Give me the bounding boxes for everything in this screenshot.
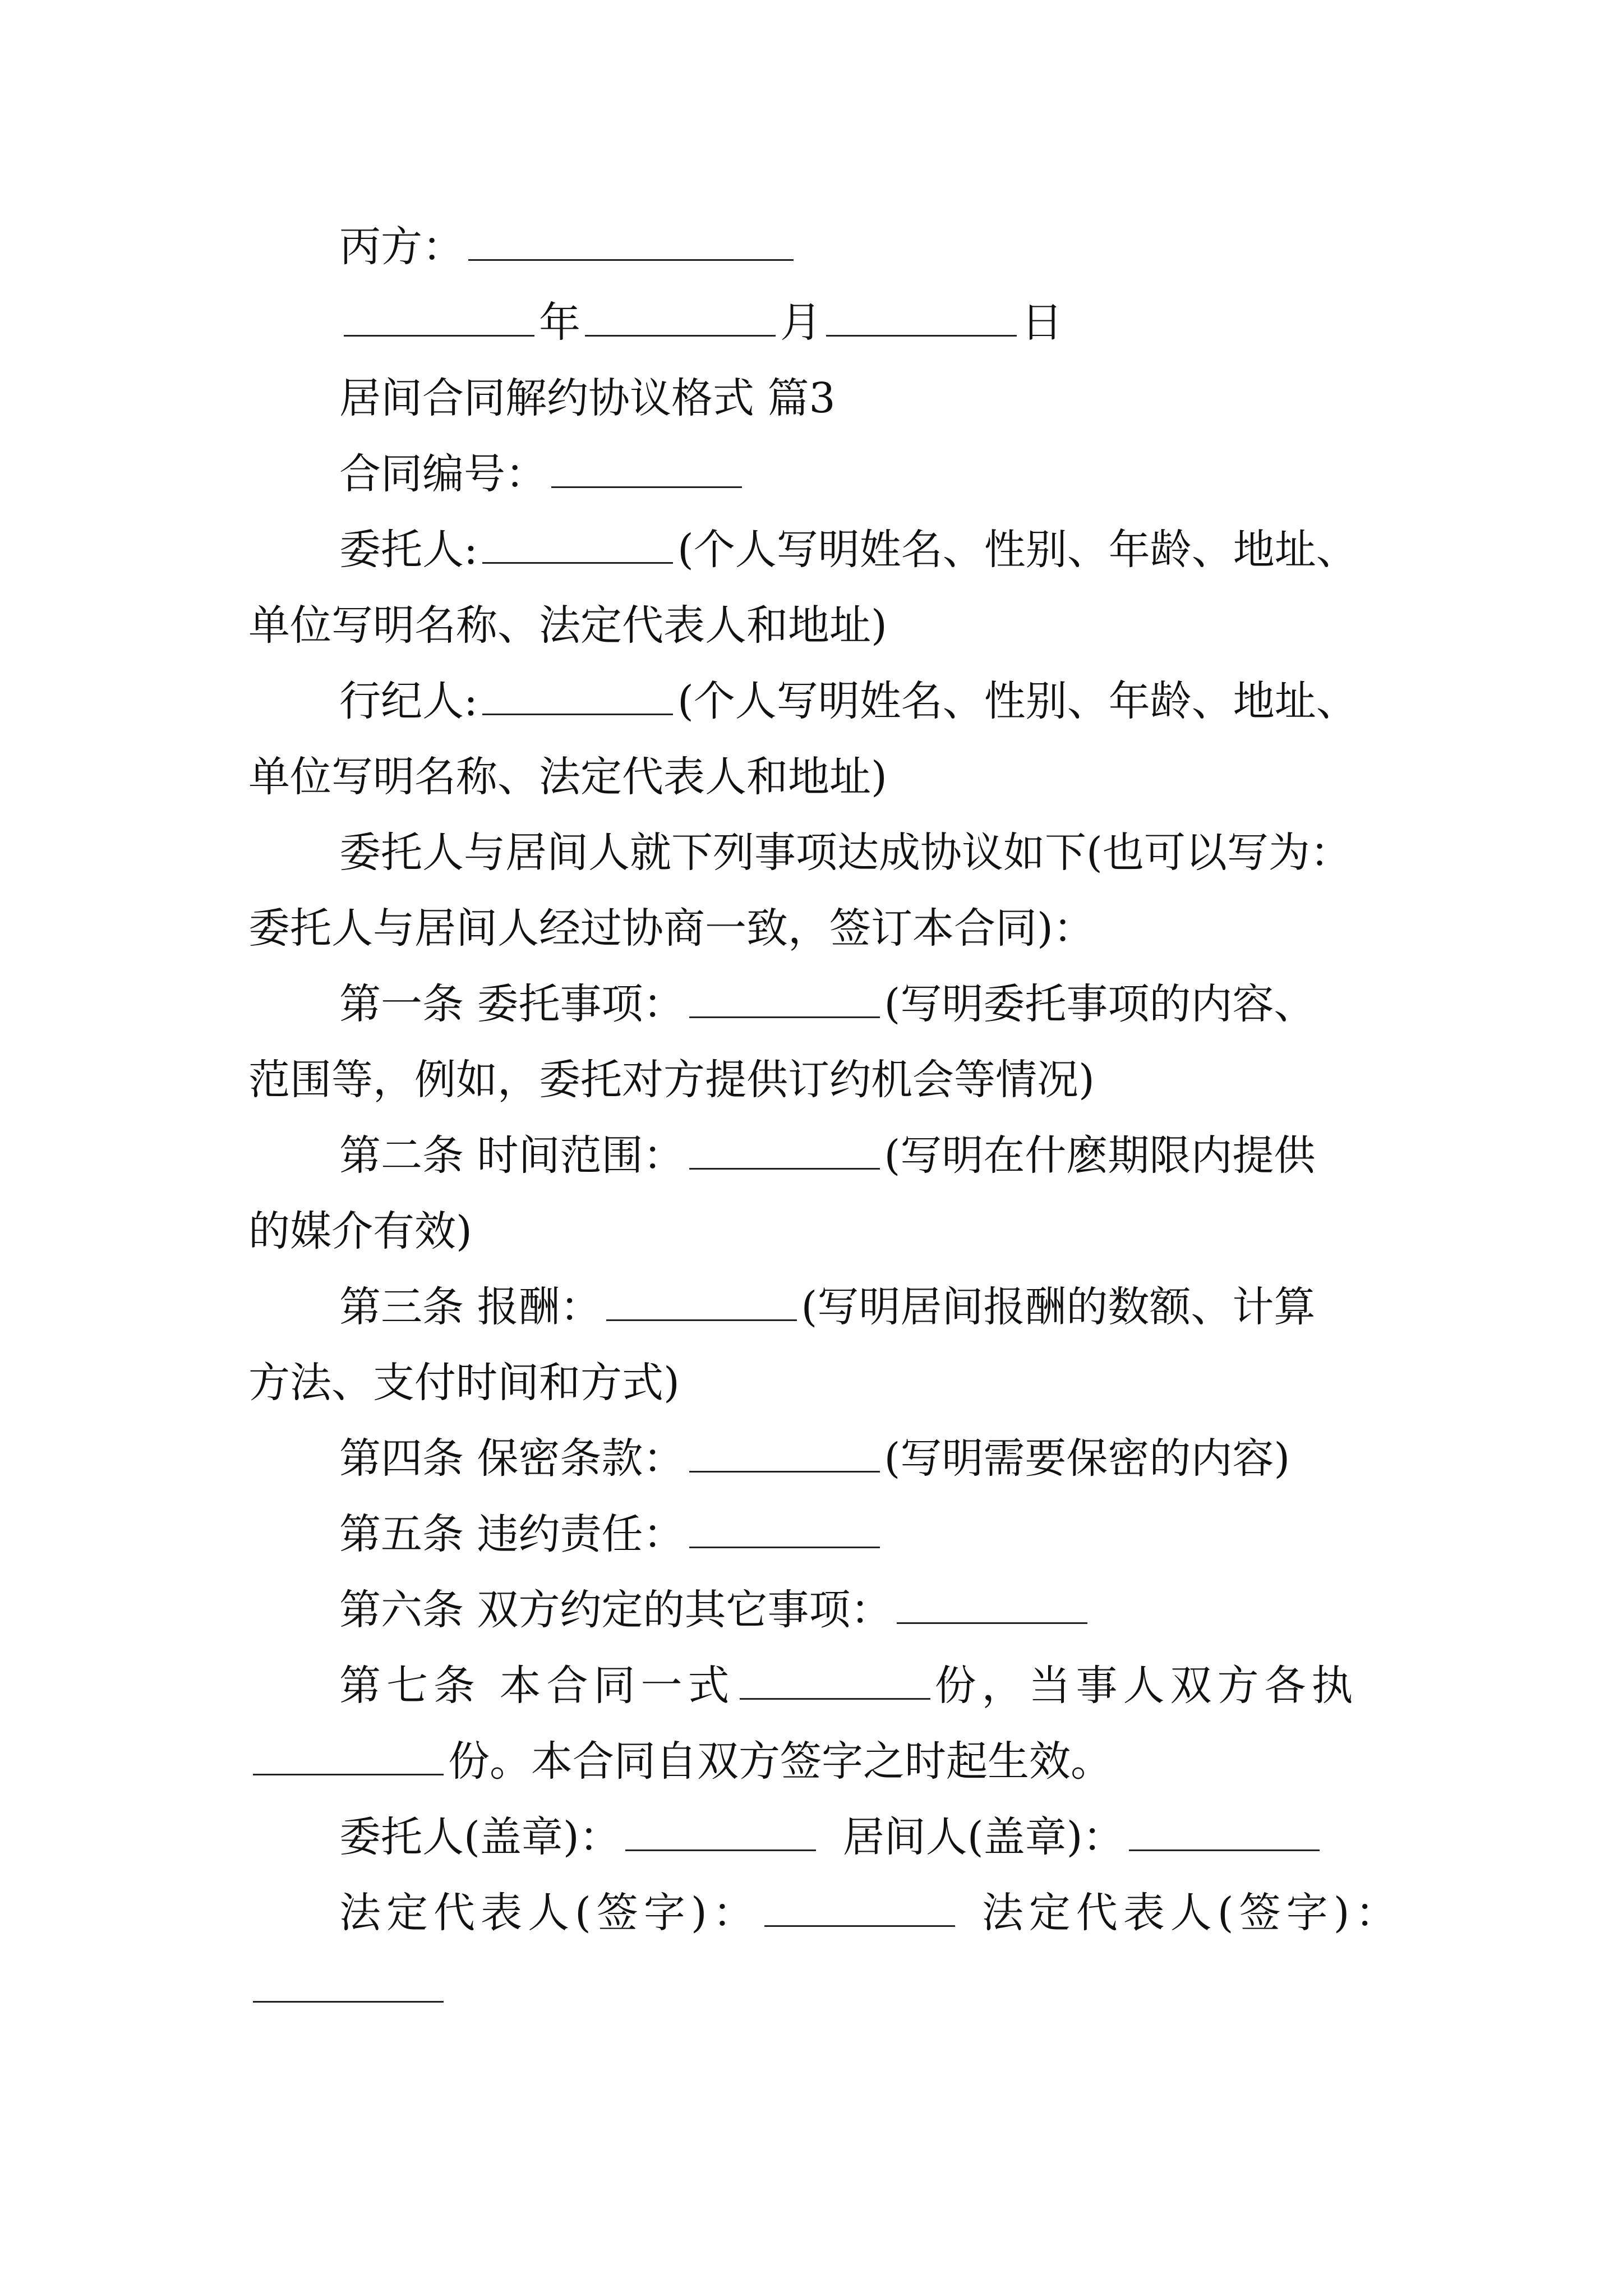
principal-blank: [482, 530, 673, 564]
contract-number-line: [0, 446, 1623, 502]
article-6-blank: [897, 1590, 1087, 1624]
broker-label: 行纪人:: [339, 677, 478, 725]
year-blank: [344, 302, 534, 337]
signature-line-cont: [0, 1961, 1623, 2017]
article-3-note-2: 方法、支付时间和方式): [248, 1359, 680, 1407]
principal-rep-label: 法定代表人(签字)：: [339, 1889, 760, 1937]
month-blank: [585, 302, 776, 337]
principal-line: [0, 522, 1623, 578]
article-4-blank: [689, 1438, 880, 1473]
article-1-cont: [0, 1052, 1623, 1108]
seal-line: [0, 1809, 1623, 1865]
article-4-note: (写明需要保密的内容): [884, 1434, 1290, 1483]
broker-note: (个人写明姓名、性别、年龄、地址、: [677, 677, 1358, 725]
article-6-label: 第六条 双方约定的其它事项：: [339, 1586, 892, 1634]
article-1-blank: [689, 984, 880, 1018]
article-4-label: 第四条 保密条款：: [339, 1434, 685, 1483]
principal-label: 委托人:: [339, 526, 478, 574]
article-7-label: 第七条 本合同一式: [339, 1662, 735, 1710]
article-7-note-2: 份。本合同自双方签字之时起生效。: [448, 1737, 1112, 1786]
article-2-note: (写明在什麽期限内提供: [884, 1131, 1316, 1180]
agreement-intro: [0, 825, 1623, 881]
broker-note-2: 单位写明名称、法定代表人和地址): [248, 753, 887, 801]
signature-line: [0, 1885, 1623, 1941]
article-7-copies-blank: [740, 1665, 930, 1700]
principal-note-cont: [0, 597, 1623, 654]
article-1-note: (写明委托事项的内容、: [884, 980, 1316, 1028]
principal-seal-label: 委托人(盖章)：: [339, 1813, 621, 1861]
broker-seal-label: 居间人(盖章)：: [842, 1813, 1124, 1861]
article-1-label: 第一条 委托事项：: [339, 980, 685, 1028]
date-line: [0, 295, 1623, 351]
agreement-intro-text: 委托人与居间人就下列事项达成协议如下(也可以写为：: [339, 829, 1352, 877]
article-2: [0, 1128, 1623, 1184]
article-7: [0, 1658, 1623, 1714]
article-3: [0, 1279, 1623, 1335]
article-3-label: 第三条 报酬：: [339, 1283, 602, 1331]
principal-note: (个人写明姓名、性别、年龄、地址、: [677, 526, 1358, 574]
third-party-label: 丙方：: [339, 223, 464, 271]
article-2-label: 第二条 时间范围：: [339, 1131, 685, 1180]
article-4: [0, 1430, 1623, 1487]
article-6: [0, 1582, 1623, 1638]
month-label: 月: [780, 298, 822, 347]
article-3-blank: [606, 1287, 797, 1321]
principal-rep-blank: [764, 1893, 955, 1927]
contract-number-label: 合同编号：: [339, 450, 547, 498]
day-blank: [826, 302, 1017, 337]
principal-seal-blank: [625, 1817, 816, 1851]
section-title: 居间合同解约协议格式 篇3: [339, 374, 836, 422]
third-party-blank: [468, 227, 794, 261]
broker-seal-blank: [1129, 1817, 1320, 1851]
article-1: [0, 976, 1623, 1032]
section-heading: [0, 370, 1623, 426]
third-party-line: [0, 219, 1623, 275]
agreement-intro-text-2: 委托人与居间人经过协商一致，签订本合同)：: [248, 904, 1095, 953]
broker-rep-blank: [253, 1968, 444, 2003]
article-2-cont: [0, 1203, 1623, 1259]
article-3-cont: [0, 1355, 1623, 1411]
contract-number-blank: [551, 454, 742, 488]
broker-note-cont: [0, 749, 1623, 805]
broker-line: [0, 673, 1623, 729]
broker-blank: [482, 681, 673, 715]
article-2-blank: [689, 1135, 880, 1170]
article-5-blank: [689, 1514, 880, 1548]
article-7-each-blank: [253, 1741, 444, 1775]
day-label: 日: [1021, 298, 1063, 347]
article-5-label: 第五条 违约责任：: [339, 1510, 685, 1558]
year-label: 年: [539, 298, 580, 347]
principal-note-2: 单位写明名称、法定代表人和地址): [248, 601, 887, 650]
article-5: [0, 1506, 1623, 1562]
article-7-cont: [0, 1733, 1623, 1789]
article-7-note: 份，当事人双方各执: [934, 1662, 1359, 1710]
broker-rep-label: 法定代表人(签字)：: [981, 1889, 1403, 1937]
agreement-intro-cont: [0, 900, 1623, 956]
article-1-note-2: 范围等，例如，委托对方提供订约机会等情况): [248, 1056, 1095, 1104]
article-3-note: (写明居间报酬的数额、计算: [801, 1283, 1316, 1331]
article-2-note-2: 的媒介有效): [248, 1207, 472, 1255]
